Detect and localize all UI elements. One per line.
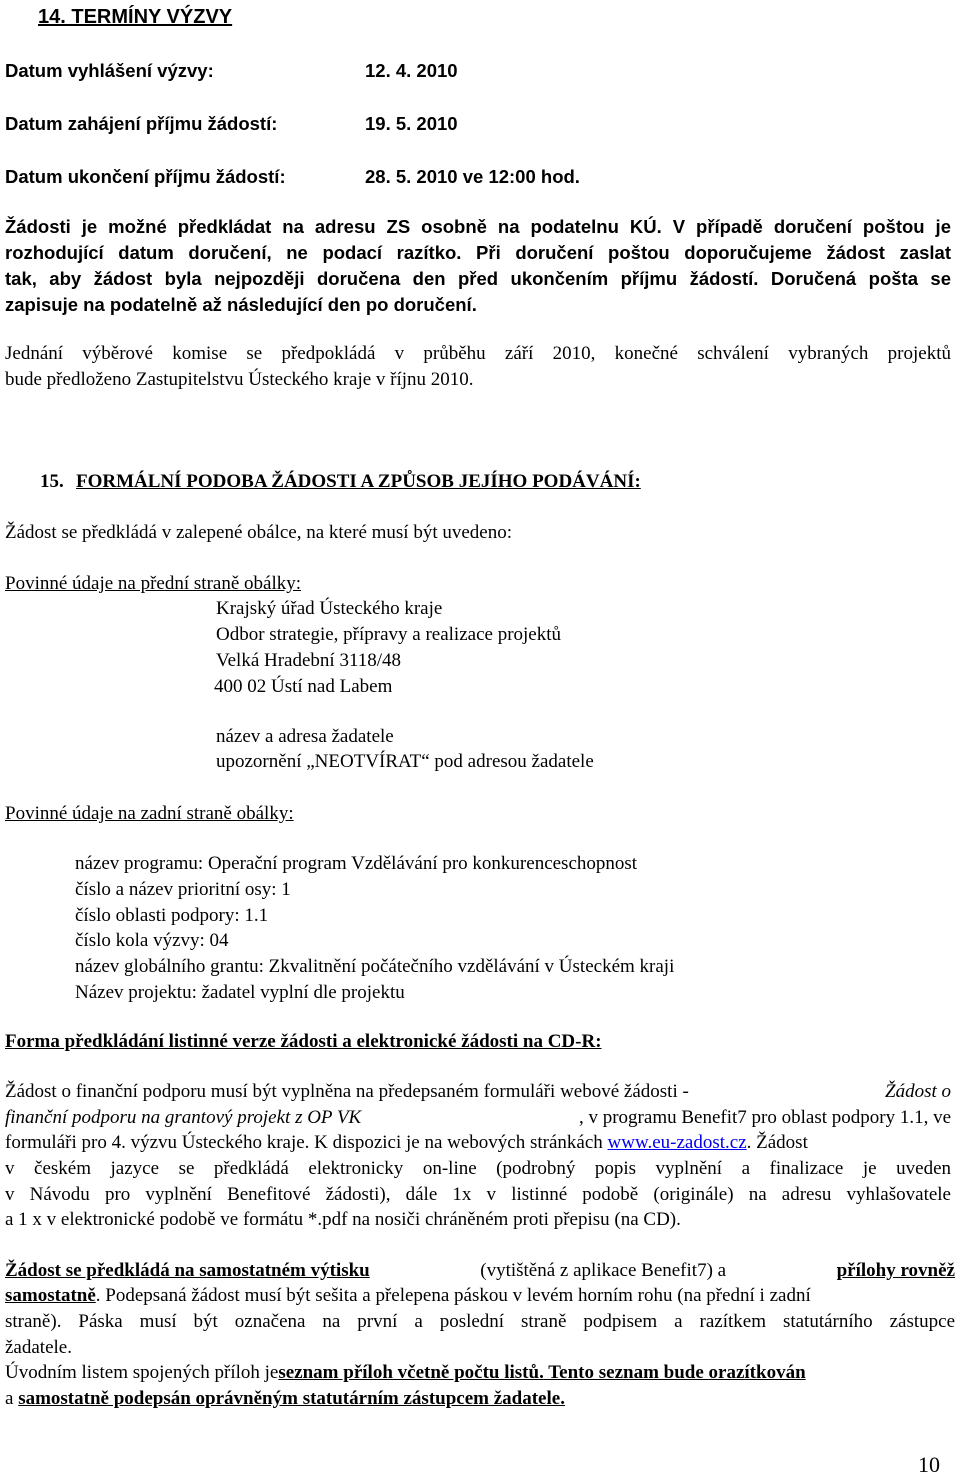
- committee-paragraph-line: Jednání výběrové komise se předpokládá v průběhu září 2010, konečné schválení vybraných projektů: [5, 343, 951, 364]
- form-text: formuláři pro 4. výzvu Ústeckého kraje. K dispozici je na webových stránkách: [5, 1132, 608, 1153]
- attachments-text: a: [5, 1388, 19, 1409]
- eu-zadost-link[interactable]: www.eu-zadost.cz: [607, 1132, 747, 1153]
- date-value-announced: 12. 4. 2010: [365, 60, 458, 81]
- front-side-title: Povinné údaje na přední straně obálky:: [5, 573, 302, 594]
- submission-paragraph-line: Žádosti je možné předkládat na adresu ZS osobně na podatelnu KÚ. V případě doručení poštou je: [5, 216, 951, 237]
- page-number: 10: [918, 1452, 940, 1477]
- attachments-paragraph-line: [5, 1362, 955, 1384]
- back-info-line: název programu: Operační program Vzdělávání pro konkurenceschopnost: [75, 853, 638, 874]
- form-title: Forma předkládání listinné verze žádosti a elektronické žádosti na CD-R:: [5, 1031, 602, 1052]
- form-paragraph-line: [5, 1132, 808, 1154]
- committee-paragraph-line: bude předloženo Zastupitelstvu Ústeckého kraje v říjnu 2010.: [5, 369, 474, 390]
- separate-text: . Podepsaná žádost musí být sešita a přelepena páskou v levém horním rohu (na přední i zadní: [95, 1285, 811, 1306]
- form-paragraph-line: [5, 1107, 951, 1129]
- back-side-title: Povinné údaje na zadní straně obálky:: [5, 803, 294, 824]
- date-label-announced: Datum vyhlášení výzvy:: [5, 60, 214, 81]
- separate-paragraph-line: [5, 1260, 955, 1282]
- date-label-start: Datum zahájení příjmu žádostí:: [5, 113, 278, 134]
- separate-paragraph-line: straně). Páska musí být označena na první a poslední straně podpisem a razítkem statutárního zástupce: [5, 1311, 955, 1332]
- form-paragraph-line: [5, 1081, 951, 1103]
- attachments-text: Úvodním listem spojených příloh je: [5, 1362, 279, 1383]
- separate-text-bold: Žádost se předkládá na samostatném výtisku: [5, 1260, 370, 1281]
- form-text-italic: Žádost o: [885, 1081, 951, 1102]
- separate-text: (vytištěná z aplikace Benefit7) a: [480, 1260, 727, 1281]
- attachments-text-bold: samostatně podepsán oprávněným statutárním zástupcem žadatele.: [18, 1388, 565, 1409]
- separate-paragraph-line: [5, 1285, 955, 1307]
- submission-paragraph-line: tak, aby žádost byla nejpozději doručena den před ukončením příjmu žádostí. Doručená pošta se: [5, 268, 951, 289]
- back-info-line: Název projektu: žadatel vyplní dle projektu: [75, 982, 405, 1003]
- submission-paragraph-line: rozhodující datum doručení, ne podací razítko. Při doručení poštou doporučujeme žádost zaslat: [5, 242, 951, 263]
- form-text: . Žádost: [746, 1132, 808, 1153]
- form-text: Žádost o finanční podporu musí být vyplněna na předepsaném formuláři webové žádosti -: [5, 1081, 689, 1102]
- form-paragraph-line: v českém jazyce se předkládá elektronicky on-line (podrobný popis vyplnění a finalizace je uveden: [5, 1158, 951, 1179]
- back-info-line: název globálního grantu: Zkvalitnění počátečního vzdělávání v Ústeckém kraji: [75, 956, 675, 977]
- front-address-line: 400 02 Ústí nad Labem: [214, 676, 393, 697]
- back-info-line: číslo kola výzvy: 04: [75, 930, 229, 951]
- front-address-line: Odbor strategie, přípravy a realizace projektů: [216, 624, 562, 645]
- front-applicant-line: název a adresa žadatele: [216, 726, 394, 747]
- form-paragraph-line: a 1 x v elektronické podobě ve formátu *.pdf na nosiči chráněném proti přepisu (na CD).: [5, 1209, 681, 1230]
- section-14-heading: 14. TERMÍNY VÝZVY: [38, 6, 233, 28]
- separate-paragraph-line: žadatele.: [5, 1337, 72, 1358]
- section-15-number: 15.: [40, 471, 64, 492]
- form-text-italic: finanční podporu na grantový projekt z OP VK: [5, 1107, 362, 1128]
- back-info-line: číslo oblasti podpory: 1.1: [75, 905, 269, 926]
- date-value-end: 28. 5. 2010 ve 12:00 hod.: [365, 166, 580, 187]
- form-paragraph-line: v Návodu pro vyplnění Benefitové žádosti), dále 1x v listinné podobě (originále) na adresu vyhlašovatele: [5, 1184, 951, 1205]
- attachments-text-bold: seznam příloh včetně počtu listů.: [278, 1362, 544, 1383]
- attachments-paragraph-line: [5, 1388, 565, 1410]
- date-value-start: 19. 5. 2010: [365, 113, 458, 134]
- front-applicant-line: upozornění „NEOTVÍRAT“ pod adresou žadatele: [216, 751, 594, 772]
- date-label-end: Datum ukončení příjmu žádostí:: [5, 166, 286, 187]
- submission-paragraph-line: zapisuje na podatelně až následující den po doručení.: [5, 294, 477, 315]
- form-text: , v programu Benefit7 pro oblast podpory 1.1, ve: [578, 1107, 951, 1128]
- front-address-line: Krajský úřad Ústeckého kraje: [216, 598, 443, 619]
- envelope-intro: Žádost se předkládá v zalepené obálce, na které musí být uvedeno:: [5, 522, 512, 543]
- back-info-line: číslo a název prioritní osy: 1: [75, 879, 291, 900]
- separate-text-bold: přílohy rovněž: [836, 1260, 955, 1281]
- section-15-heading: FORMÁLNÍ PODOBA ŽÁDOSTI A ZPŮSOB JEJÍHO PODÁVÁNÍ:: [76, 471, 641, 492]
- attachments-text-bold: Tento seznam bude orazítkován: [543, 1362, 806, 1383]
- front-address-line: Velká Hradební 3118/48: [216, 650, 402, 671]
- separate-text-bold: samostatně: [5, 1285, 96, 1306]
